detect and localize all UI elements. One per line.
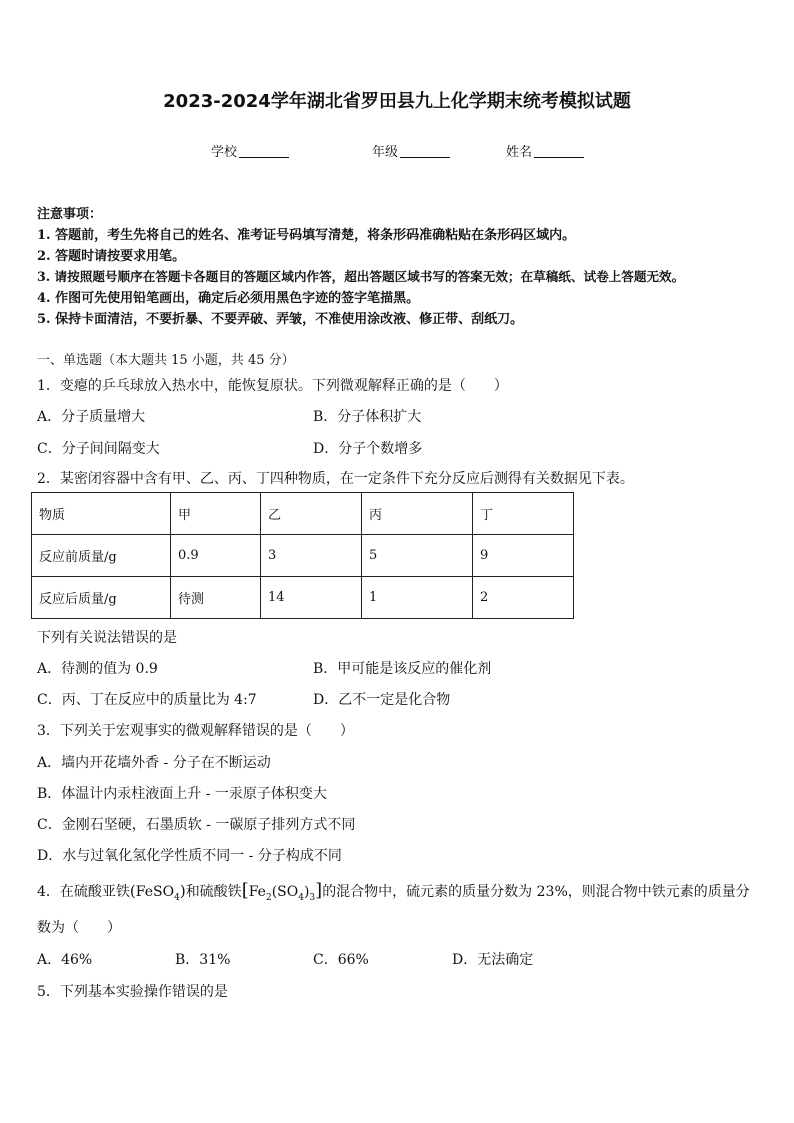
q1-stem: 1．变瘪的乒乓球放入热水中，能恢复原状。下列微观解释正确的是（ ） [37, 378, 508, 394]
open-bracket: [ [241, 880, 249, 901]
formula-subscript: 3 [309, 892, 316, 903]
table-cell: 待测 [171, 577, 261, 619]
formula-text: ) [303, 884, 310, 900]
q4-stem [37, 880, 750, 903]
q3-stem: 3．下列关于宏观事实的微观解释错误的是（ ） [37, 723, 354, 739]
q4-stem-line2: 数为（ ） [37, 920, 121, 936]
close-paren: ) [179, 882, 186, 900]
formula-feso4 [135, 884, 180, 903]
grade-label: 年级 [372, 145, 399, 160]
q4-option-d: D．无法确定 [452, 952, 534, 968]
table-cell: 1 [362, 577, 473, 619]
table-cell: 甲 [171, 493, 261, 535]
q4-option-b: B．31% [175, 952, 231, 968]
table-cell: 丙 [362, 493, 473, 535]
formula-text: Fe [248, 884, 266, 900]
q2-option-c: C．丙、丁在反应中的质量比为 4:7 [37, 692, 257, 708]
q2-option-b: B．甲可能是该反应的催化剂 [313, 661, 492, 677]
section-heading: 一、单选题（本大题共 15 小题，共 45 分） [37, 353, 295, 368]
table-cell: 14 [261, 577, 362, 619]
notice-item: 5. 保持卡面清洁，不要折暴、不要弄破、弄皱，不准使用涂改液、修正带、刮纸刀。 [37, 312, 524, 327]
school-field[interactable] [211, 141, 289, 160]
formula-subscript: 4 [298, 892, 304, 903]
q2-option-d: D．乙不一定是化合物 [313, 692, 451, 708]
q4-option-c: C．66% [313, 952, 369, 968]
notice-heading: 注意事项： [37, 207, 103, 222]
q2-prompt: 下列有关说法错误的是 [37, 630, 177, 646]
page-title: 2023-2024学年湖北省罗田县九上化学期末统考模拟试题 [163, 91, 631, 112]
table-cell: 丁 [473, 493, 574, 535]
name-label: 姓名 [506, 145, 533, 160]
q5-stem: 5．下列基本实验操作错误的是 [37, 984, 228, 1000]
q4-option-a: A．46% [37, 952, 93, 968]
q1-option-c: C．分子间间隔变大 [37, 441, 160, 457]
notice-item: 4. 作图可先使用铅笔画出，确定后必须用黑色字迹的签字笔描黑。 [37, 291, 420, 306]
table-row [32, 577, 574, 619]
formula-text: (SO [271, 884, 299, 900]
q4-stem-text: 的混合物中，硫元素的质量分数为 23%，则混合物中铁元素的质量分 [322, 884, 750, 900]
q4-stem-text: 4．在硫酸亚铁 [37, 884, 130, 900]
q4-stem-text: 和硫酸铁 [185, 884, 242, 900]
notice-item: 2. 答题时请按要求用笔。 [37, 249, 186, 264]
table-cell: 0.9 [171, 535, 261, 577]
table-cell: 3 [261, 535, 362, 577]
table-cell: 物质 [32, 493, 171, 535]
q2-option-a: A．待测的值为 0.9 [37, 661, 158, 677]
open-paren: ( [129, 882, 136, 900]
table-cell: 2 [473, 577, 574, 619]
school-blank[interactable] [239, 143, 289, 158]
grade-blank[interactable] [400, 143, 450, 158]
name-blank[interactable] [534, 143, 584, 158]
formula-fe2so43 [248, 884, 316, 903]
q2-data-table [31, 492, 574, 619]
q3-option-b: B．体温计内汞柱液面上升 - 一汞原子体积变大 [37, 786, 327, 802]
formula-subscript: 2 [265, 892, 272, 903]
school-label: 学校 [211, 145, 238, 160]
q3-option-c: C．金刚石坚硬，石墨质软 - 一碳原子排列方式不同 [37, 817, 356, 833]
table-cell: 乙 [261, 493, 362, 535]
name-field[interactable] [506, 141, 584, 160]
q1-option-b: B．分子体积扩大 [313, 409, 422, 425]
table-cell: 5 [362, 535, 473, 577]
grade-field[interactable] [372, 141, 450, 160]
formula-text: FeSO [135, 884, 175, 900]
table-cell: 反应后质量/g [32, 577, 171, 619]
table-header-row [32, 493, 574, 535]
table-row [32, 535, 574, 577]
q1-option-d: D．分子个数增多 [313, 441, 423, 457]
table-cell: 9 [473, 535, 574, 577]
close-bracket: ] [315, 880, 323, 901]
q2-stem: 2．某密闭容器中含有甲、乙、丙、丁四种物质，在一定条件下充分反应后测得有关数据见下表。 [37, 471, 634, 487]
q3-option-d: D．水与过氧化氢化学性质不同一 - 分子构成不同 [37, 848, 342, 864]
notice-item: 3. 请按照题号顺序在答题卡各题目的答题区域内作答，超出答题区域书写的答案无效；在草稿纸、试卷上答题无效。 [37, 269, 685, 284]
q1-option-a: A．分子质量增大 [37, 409, 146, 425]
table-cell: 反应前质量/g [32, 535, 171, 577]
q3-option-a: A．墙内开花墙外香 - 分子在不断运动 [37, 755, 271, 771]
formula-subscript: 4 [174, 892, 180, 903]
notice-item: 1. 答题前，考生先将自己的姓名、准考证号码填写清楚，将条形码准确粘贴在条形码区域内。 [37, 228, 576, 243]
